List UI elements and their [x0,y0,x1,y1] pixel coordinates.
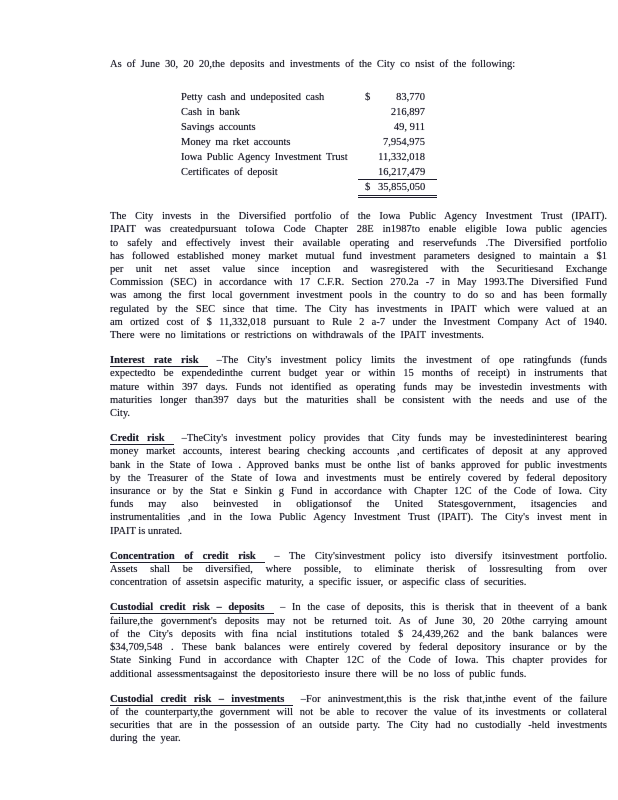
text-line: $34,709,548 . These bank balances were entirely covered by federal depository insurance or by the [110,642,607,654]
custodial-credit-risk-investments-heading: Custodial credit risk – investments [110,694,293,706]
table-row [181,91,439,106]
deposits-table [181,91,439,198]
text-line: securities that are in the possession of an outside party. The City had no custodially -held investments [110,720,607,732]
row-amount: 16,217,479 [378,167,426,179]
text-line: regulated by the SEC since that time. The City has investments in IPAIT which were valued at an [110,303,607,315]
credit-risk-heading: Credit risk [110,433,174,445]
text-line: by the Treasurer of the State of Iowa and investments must be entirely covered by federal depository [110,472,607,484]
text-line: City. [110,408,131,420]
row-money [358,91,437,104]
text-line: Assets shall be diversified, where possible, to eliminate therisk of lossresulting from over [110,564,607,576]
dollar-sign [365,166,378,179]
intro-text: As of June 30, 20 20,the deposits and investments of the City co nsist of the following: [110,59,516,70]
table-row [181,136,439,151]
row-money [358,136,437,149]
paragraph-custodial-credit-risk-deposits [110,601,607,680]
row-money [358,151,437,164]
text-line: State Sinking Fund in accordance with Chapter 12C of the Code of Iowa. This chapter provides for [110,655,607,667]
text-line: maturities longer than397 days but the maturities shall be consistent with the needs and use of the [110,394,607,406]
row-amount: 216,897 [390,107,425,119]
row-amount: 11,332,018 [378,152,425,164]
text-line: per unit net asset value since inception and wasregistered with the Securitiesand Exchange [110,264,607,276]
text-line: concentration of assetsin aspecific maturity, a specific issuer, or aspecific class of securities. [110,577,527,589]
text-line: mature within 397 days. Funds not identified as operating funds may be investedin investments with [110,381,607,393]
text-segment: –The City's investment policy limits the investment of ope ratingfunds (funds [216,355,607,367]
dollar-sign [365,151,378,164]
text-line: IPAIT was createdpursuant toIowa Code Chapter 28E in1987to enable eligible Iowa public agencies [110,224,607,236]
total-amount: 35,855,050 [378,182,426,194]
text-line: bank in the State of Iowa . Approved banks must be onthe list of banks approved for public investments [110,459,607,471]
text-line: Commission (SEC) in accordance with 17 C.F.R. Section 270.2a -7 in May 1993.The Diversified Fund [110,277,607,289]
table-total-row [181,181,439,198]
table-row [181,166,439,181]
row-label: Cash in bank [181,107,240,119]
row-amount: 7,954,975 [383,137,425,149]
row-label: Petty cash and undeposited cash [181,92,325,104]
row-label: Certificates of deposit [181,167,278,179]
row-amount: 49, 911 [393,122,425,134]
paragraph-concentration-of-credit-risk [110,550,607,590]
total-money [358,181,437,198]
text-segment: – In the case of deposits, this is therisk that in theevent of a bank [280,602,608,614]
row-money [358,166,437,180]
text-line: IPAIT is unrated. [110,525,183,537]
text-line: of the counterparty,the government will not be able to recover the value of its investments or collateral [110,706,607,718]
text-line: expectedto be expendedinthe current budget year or within 15 months of receipt) in instruments that [110,368,607,380]
text-line [110,550,607,563]
table-row [181,151,439,166]
text-line: during the year. [110,733,181,745]
paragraph-interest-rate-risk [110,354,607,420]
table-row [181,106,439,121]
dollar-sign: $ [365,92,371,104]
text-line [110,601,607,614]
dollar-sign: $ [365,182,371,194]
text-line: am ortized cost of $ 11,332,018 pursuant to Rule 2 a-7 under the Investment Company Act of 1940. [110,316,607,328]
text-segment: –TheCity's investment policy provides that City funds may be investedininterest bearing [181,433,607,445]
text-line: was among the first local government investment pools in the country to do so and has been formally [110,290,607,302]
dollar-sign [365,121,378,134]
text-line: money market accounts, interest bearing checking accounts ,and certificates of deposit at any approved [110,446,607,458]
text-line: insurance or by the Stat e Sinkin g Fund in accordance with Chapter 12C of the Code of Iowa. City [110,486,607,498]
custodial-credit-risk-deposits-heading: Custodial credit risk – deposits [110,602,274,614]
text-line: additional assessmentsagainst the depositoriesto insure there will be no loss of public funds. [110,668,527,680]
row-label: Money ma rket accounts [181,137,291,149]
dollar-sign [365,136,378,149]
paragraph-ipait [110,210,607,342]
dollar-sign [365,106,378,119]
row-amount: 83,770 [396,92,425,104]
text-line: to safely and effectively invest their available operating and reservefunds .The Diversified portfolio [110,237,607,249]
text-segment: – The City'sinvestment policy isto diversify itsinvestment portfolio. [274,550,607,562]
row-money [358,106,437,119]
row-money [358,121,437,134]
concentration-of-credit-risk-heading: Concentration of credit risk [110,551,265,563]
text-line: of the City's deposits with fina ncial institutions totaled $ 24,439,262 and the bank balances were [110,628,607,640]
table-row [181,121,439,136]
text-line [110,354,607,367]
paragraph-custodial-credit-risk-investments [110,693,607,746]
text-segment: –For aninvestment,this is the risk that,inthe event of the failure [300,693,608,705]
text-line: failure,the government's deposits may not be returned toit. As of June 30, 20 20the carrying amount [110,615,607,627]
text-line: funds may also beinvested in obligationsof the United Statesgovernment, itsagencies and [110,499,607,511]
text-line: instrumentalities ,and in the Iowa Public Agency Investment Trust (IPAIT). The City's invest ment in [110,512,607,524]
row-label: Iowa Public Agency Investment Trust [181,152,348,164]
text-line: has followed established money market mutual fund investment parameters designed to maintain a $1 [110,250,607,262]
text-line: The City invests in the Diversified portfolio of the Iowa Public Agency Investment Trust (IPAIT). [110,211,607,223]
interest-rate-risk-heading: Interest rate risk [110,355,208,367]
text-line [110,693,607,706]
text-line [110,432,607,445]
text-line: There were no limitations or restrictions on withdrawals of the IPAIT investments. [110,330,484,342]
row-label: Savings accounts [181,122,256,134]
paragraph-credit-risk [110,432,607,538]
